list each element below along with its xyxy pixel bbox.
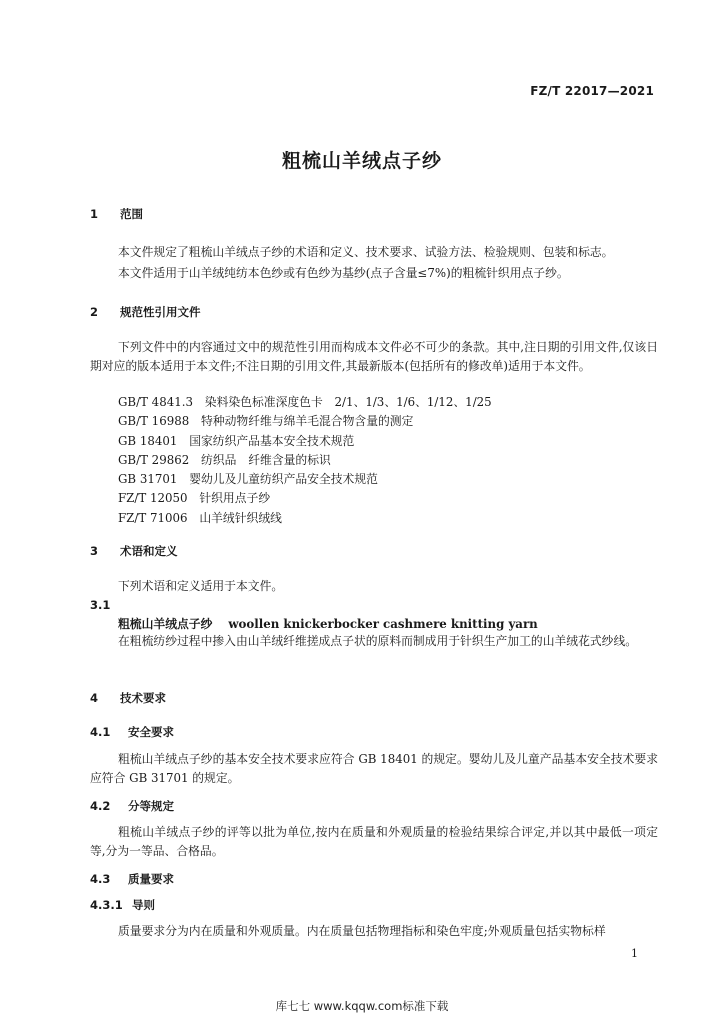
page-number: 1 bbox=[631, 947, 638, 960]
term-chinese: 粗梳山羊绒点子纱 bbox=[118, 617, 213, 631]
section-1-heading bbox=[90, 206, 143, 222]
term-english: woollen knickerbocker cashmere knitting yarn bbox=[228, 617, 538, 631]
reference-title: 山羊绒针织绒线 bbox=[199, 510, 282, 525]
clause-number: 3.1 bbox=[90, 598, 111, 612]
reference-item bbox=[118, 489, 492, 508]
section-title: 导则 bbox=[132, 898, 155, 912]
term-entry bbox=[118, 615, 538, 632]
section-number: 4.2 bbox=[90, 799, 111, 813]
section-4-1-heading bbox=[90, 724, 174, 740]
section-number: 2 bbox=[90, 305, 99, 319]
reference-item bbox=[118, 412, 492, 431]
reference-list bbox=[118, 393, 492, 528]
quality-guidelines-paragraph: 质量要求分为内在质量和外观质量。内在质量包括物理指标和染色牢度;外观质量包括实物标样 bbox=[118, 924, 606, 938]
section-title: 质量要求 bbox=[128, 872, 174, 886]
section-number: 4.3 bbox=[90, 872, 111, 886]
section-title: 分等规定 bbox=[128, 799, 174, 813]
reference-code: FZ/T 71006 bbox=[118, 510, 188, 525]
scope-paragraph-1: 本文件规定了粗梳山羊绒点子纱的术语和定义、技术要求、试验方法、检验规则、包装和标志。 bbox=[118, 245, 614, 259]
reference-item bbox=[118, 432, 492, 451]
term-definition: 在粗梳纺纱过程中掺入由山羊绒纤维搓成点子状的原料而制成用于针织生产加工的山羊绒花式纱线。 bbox=[118, 634, 638, 648]
standard-code: FZ/T 22017—2021 bbox=[530, 84, 654, 98]
section-number: 3 bbox=[90, 544, 99, 558]
reference-code: GB/T 4841.3 bbox=[118, 395, 193, 409]
section-4-3-1-heading bbox=[90, 897, 155, 913]
section-4-2-heading bbox=[90, 798, 174, 814]
section-4-heading bbox=[90, 690, 166, 706]
section-number: 4 bbox=[90, 691, 99, 705]
document-title: 粗梳山羊绒点子纱 bbox=[281, 150, 442, 172]
section-title: 规范性引用文件 bbox=[120, 305, 201, 319]
section-title: 技术要求 bbox=[120, 691, 166, 705]
reference-item bbox=[118, 393, 492, 412]
reference-title: 纺织品 纤维含量的标识 bbox=[201, 452, 331, 467]
reference-title: 特种动物纤维与绵羊毛混合物含量的测定 bbox=[201, 414, 414, 429]
section-title: 范围 bbox=[120, 207, 143, 221]
reference-code: GB 18401 bbox=[118, 433, 178, 448]
section-number: 4.3.1 bbox=[90, 898, 123, 912]
section-number: 1 bbox=[90, 207, 99, 221]
scope-paragraph-2: 本文件适用于山羊绒纯纺本色纱或有色纱为基纱(点子含量≤7%)的粗梳针织用点子纱。 bbox=[118, 266, 569, 280]
footer-watermark: 库七七 www.kqqw.com标准下载 bbox=[275, 999, 449, 1013]
reference-item bbox=[118, 470, 492, 489]
reference-item bbox=[118, 451, 492, 470]
reference-code: FZ/T 12050 bbox=[118, 491, 188, 506]
section-title: 安全要求 bbox=[128, 725, 174, 739]
section-title: 术语和定义 bbox=[120, 544, 178, 558]
references-intro: 下列文件中的内容通过文中的规范性引用而构成本文件必不可少的条款。其中,注日期的引用文件,仅该日期对应的版本适用于本文件;不注日期的引用文件,其最新版本(包括所有的修改单)适用于本文件。 bbox=[90, 340, 658, 373]
section-2-heading bbox=[90, 304, 201, 320]
reference-code: GB 31701 bbox=[118, 472, 178, 487]
grading-paragraph: 粗梳山羊绒点子纱的评等以批为单位,按内在质量和外观质量的检验结果综合评定,并以其中最低一项定等,分为一等品、合格品。 bbox=[90, 825, 658, 858]
reference-title: 染料染色标准深度色卡 2/1、1/3、1/6、1/12、1/25 bbox=[204, 395, 492, 409]
reference-code: GB/T 16988 bbox=[118, 414, 190, 429]
section-number: 4.1 bbox=[90, 725, 111, 739]
reference-item bbox=[118, 509, 492, 528]
section-3-heading bbox=[90, 543, 178, 559]
reference-title: 婴幼儿及儿童纺织产品安全技术规范 bbox=[189, 472, 378, 487]
section-4-3-heading bbox=[90, 871, 174, 887]
safety-requirements-paragraph: 粗梳山羊绒点子纱的基本安全技术要求应符合 GB 18401 的规定。婴幼儿及儿童产品基本安全技术要求应符合 GB 31701 的规定。 bbox=[90, 752, 658, 785]
reference-title: 国家纺织产品基本安全技术规范 bbox=[189, 433, 355, 448]
terms-intro: 下列术语和定义适用于本文件。 bbox=[118, 579, 284, 593]
reference-code: GB/T 29862 bbox=[118, 452, 190, 467]
reference-title: 针织用点子纱 bbox=[199, 491, 271, 506]
